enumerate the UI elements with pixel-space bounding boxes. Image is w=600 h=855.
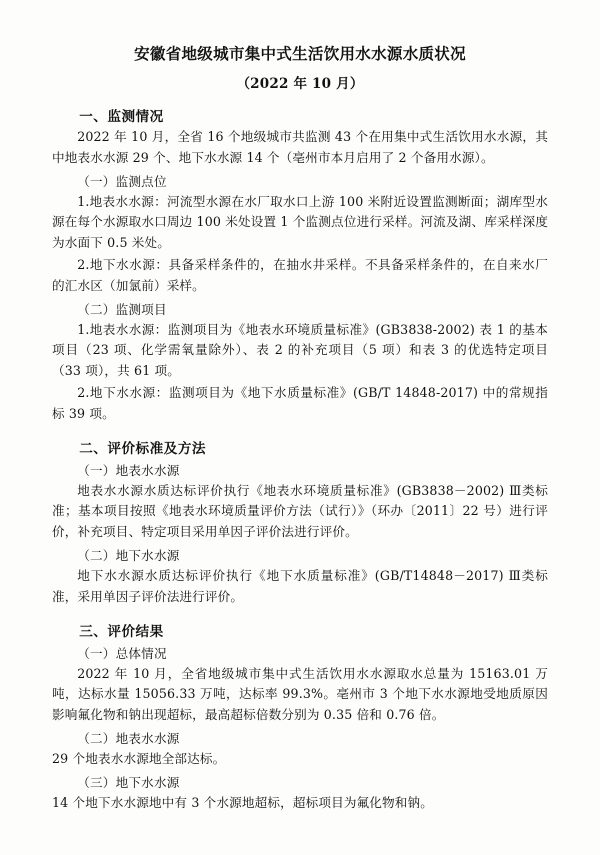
- subsection-heading: （三）地下水水源: [77, 775, 180, 791]
- page-title: 安徽省地级城市集中式生活饮用水水源水质状况: [134, 44, 466, 63]
- paragraph: 2022 年 10 月，全省 16 个地级城市共监测 43 个在用集中式生活饮用水水源，其中地表水水源 29 个、地下水水源 14 个（亳州市本月启用了 2 个备用水源）。: [52, 129, 548, 165]
- paragraph: 1.地表水水源：河流型水源在水厂取水口上游 100 米附近设置监测断面；湖库型水源在每个水源取水口周边 100 米处设置 1 个监测点位进行采样。河流及湖、库采样深度为水面下 0.5 米处。: [52, 194, 548, 250]
- paragraph: 2.地下水水源：监测项目为《地下水质量标准》(GB/T 14848-2017) 中的常规指标 39 项。: [52, 385, 548, 421]
- section-heading: 一、监测情况: [79, 109, 164, 126]
- paragraph: 14 个地下水水源地中有 3 个水源地超标，超标项目为氟化物和钠。: [52, 795, 434, 811]
- subsection-heading: （二）监测项目: [77, 301, 167, 317]
- section-standards: [52, 437, 548, 607]
- subsection-heading: （一）总体情况: [77, 645, 167, 661]
- page-subtitle: （2022 年 10 月）: [236, 76, 364, 93]
- paragraph: 地表水水源水质达标评价执行《地表水环境质量标准》(GB3838－2002) Ⅲ类标准；基本项目按照《地表水环境质量评价方法（试行）》（环办〔2011〕22 号）进行评价，补充项目、特定项目采用单因子评价法进行评价。: [52, 482, 548, 539]
- section-monitoring: [52, 105, 548, 424]
- subsection-heading: （一）地表水水源: [77, 462, 180, 478]
- section-heading: 三、评价结果: [79, 623, 164, 640]
- paragraph: 2022 年 10 月，全省地级城市集中式生活饮用水水源取水总量为 15163.01 万吨，达标水量 15056.33 万吨，达标率 99.3%。亳州市 3 个地下水水源地受地质原因影响氟化物和钠出现超标，最高超标倍数分别为 0.35 倍和 0.76 倍。: [52, 665, 548, 722]
- paragraph: 2.地下水水源：具备采样条件的，在抽水井采样。不具备采样条件的，在自来水厂的汇水区（加氯前）采样。: [52, 257, 548, 293]
- paragraph: 29 个地表水水源地全部达标。: [52, 751, 226, 767]
- paragraph: 1.地表水水源：监测项目为《地表水环境质量标准》(GB3838-2002) 表 1 的基本项目（23 项、化学需氧量除外）、表 2 的补充项目（5 项）和表 3 的优选特定项目（33 项），共 61 项。: [52, 321, 548, 378]
- subsection-heading: （二）地下水水源: [77, 548, 180, 564]
- section-results: [52, 620, 548, 814]
- section-heading: 二、评价标准及方法: [79, 440, 207, 457]
- subsection-heading: （二）地表水水源: [77, 731, 180, 747]
- paragraph: 地下水水源水质达标评价执行《地下水质量标准》(GB/T14848－2017) Ⅲ类标准，采用单因子评价法进行评价。: [52, 568, 548, 604]
- subsection-heading: （一）监测点位: [77, 174, 167, 190]
